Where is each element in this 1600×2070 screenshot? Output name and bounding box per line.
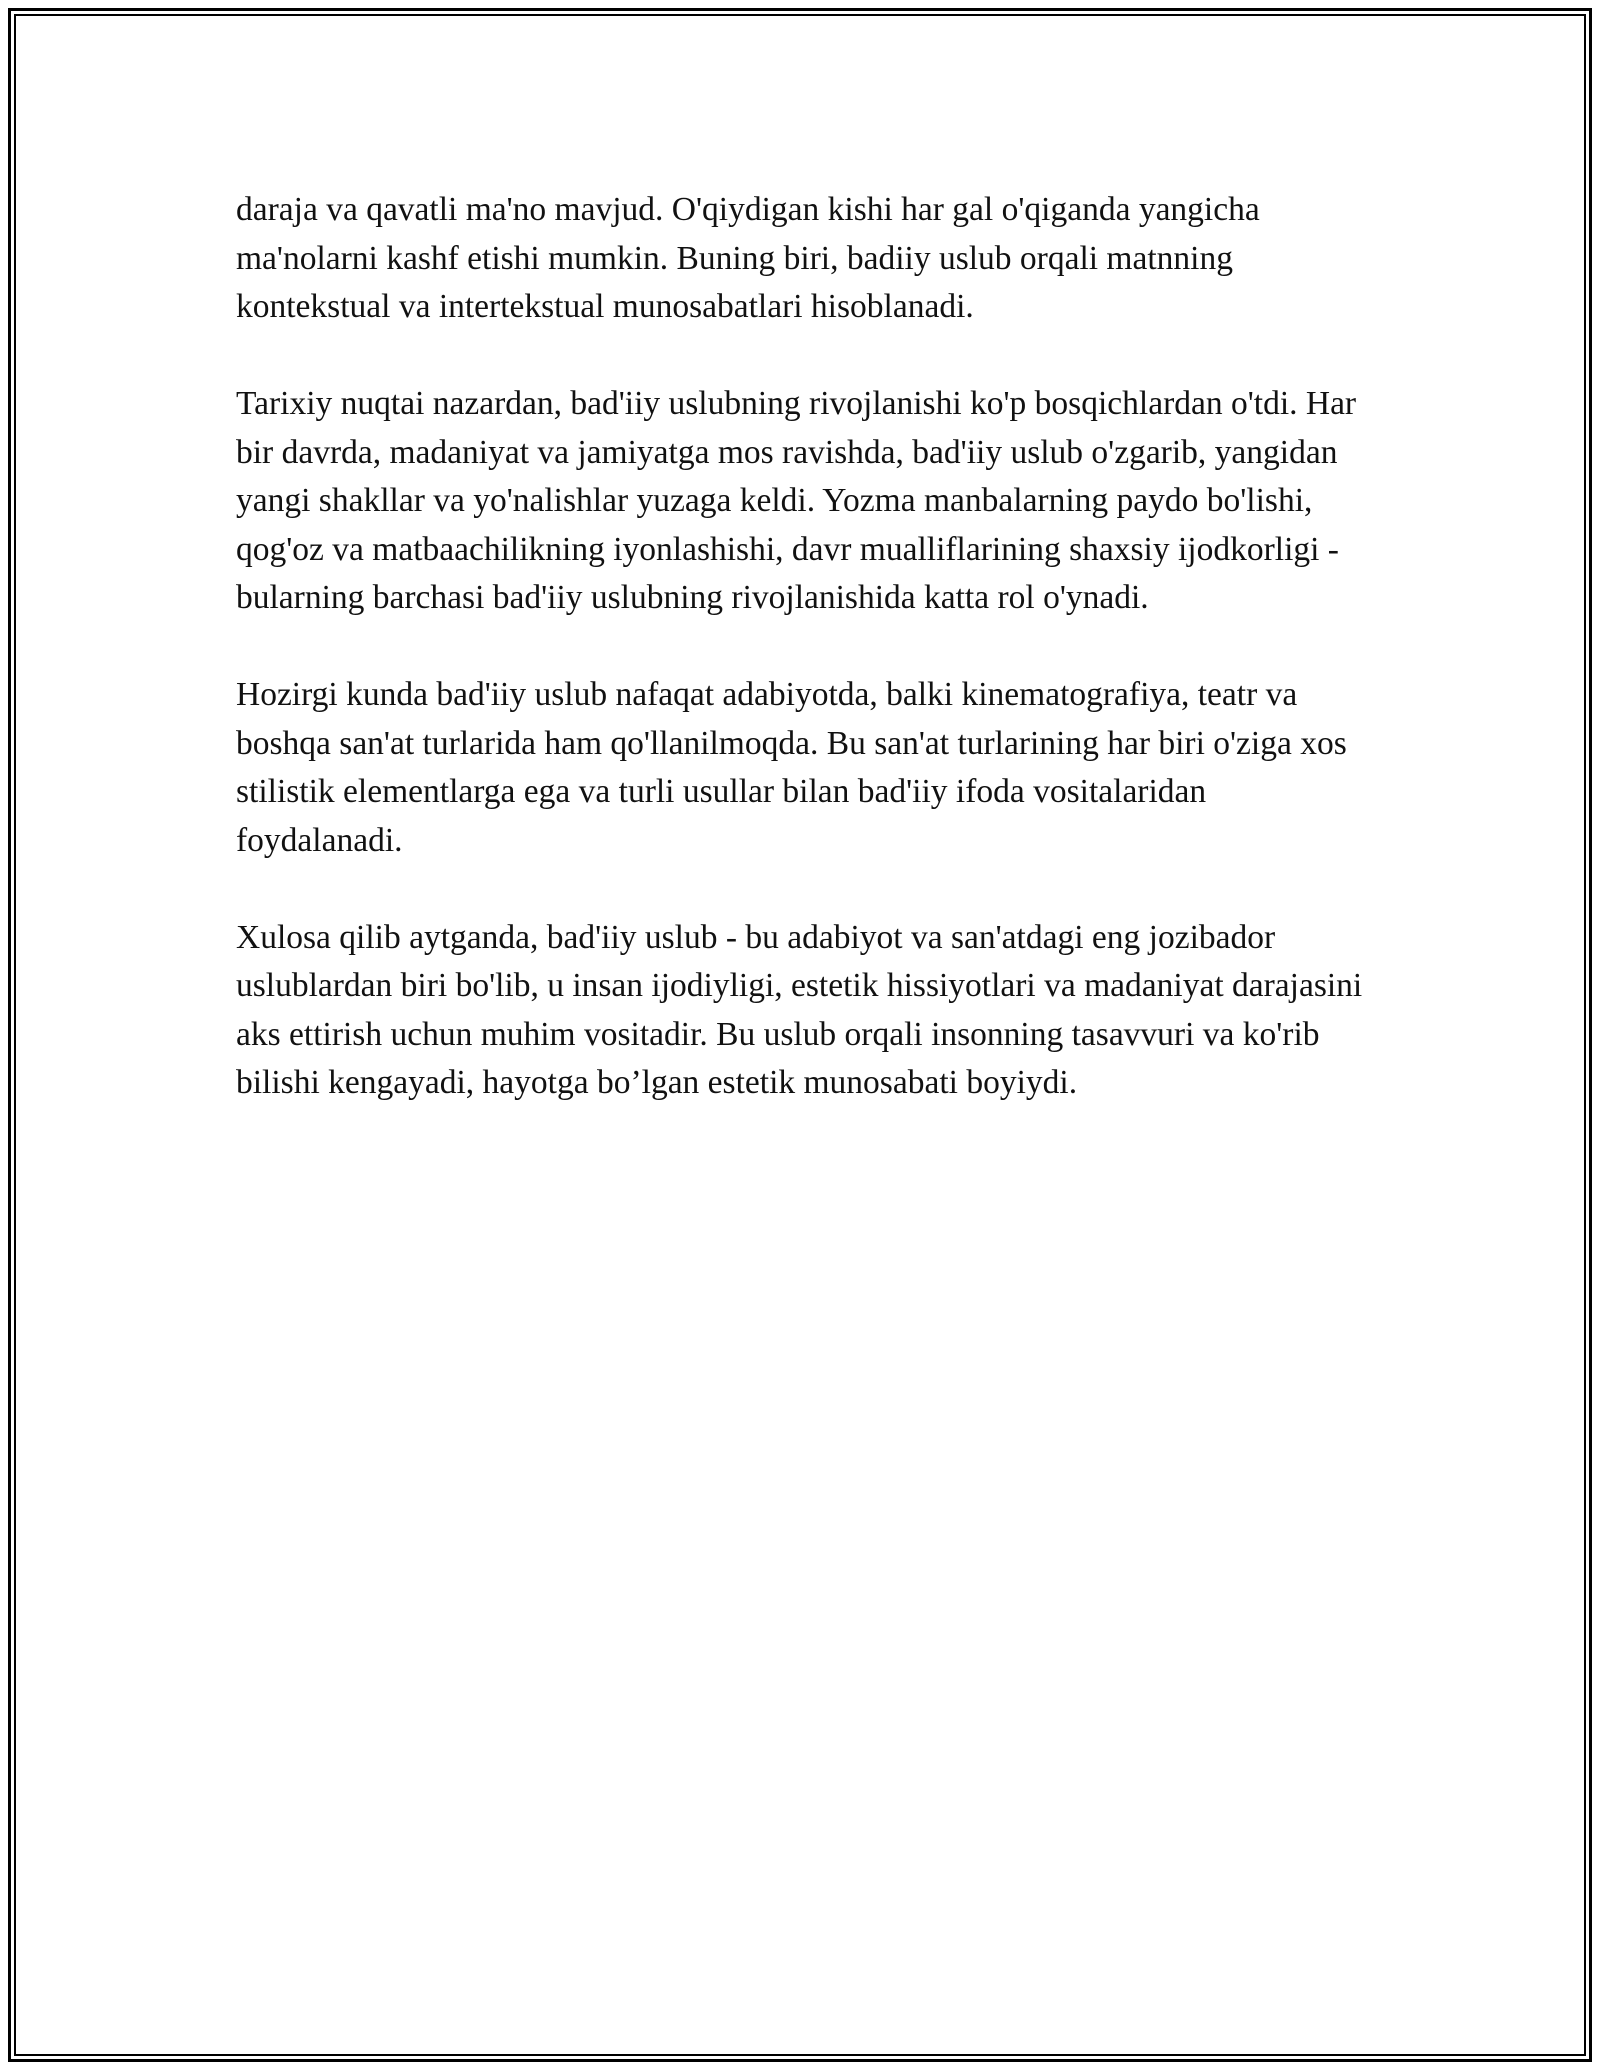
paragraph-4: Xulosa qilib aytganda, bad'iiy uslub - bu adabiyot va san'atdagi eng jozibador uslublardan biri bo'lib, u insan ijodiyligi, estetik hissiyotlari va madaniyat darajasini aks ettirish uchun muhim vositadir. Bu uslub orqali insonning tasavvuri va ko'rib bilishi kengayadi, hayotga bo’lgan estetik munosabati boyiydi.: [236, 918, 1363, 1101]
paragraph-1: daraja va qavatli ma'no mavjud. O'qiydigan kishi har gal o'qiganda yangicha ma'nolarni kashf etishi mumkin. Buning biri, badiiy uslub orqali matnning kontekstual va intertekstual munosabatlari hisoblanadi.: [236, 191, 1260, 325]
document-body: [236, 186, 1366, 1156]
paragraph-3: Hozirgi kunda bad'iiy uslub nafaqat adabiyotda, balki kinematografiya, teatr va boshqa san'at turlarida ham qo'llanilmoqda. Bu san'at turlarining har biri o'ziga xos stilistik elementlarga ega va turli usullar bilan bad'iiy ifoda vositalaridan foydalanadi.: [236, 676, 1347, 859]
paragraph-2: Tarixiy nuqtai nazardan, bad'iiy uslubning rivojlanishi ko'p bosqichlardan o'tdi. Har bir davrda, madaniyat va jamiyatga mos ravishda, bad'iiy uslub o'zgarib, yangidan yangi shakllar va yo'nalishlar yuzaga keldi. Yozma manbalarning paydo bo'lishi, qog'oz va matbaachilikning iyonlashishi, davr mualliflarining shaxsiy ijodkorligi - bularning barchasi bad'iiy uslubning rivojlanishida katta rol o'ynadi.: [236, 385, 1357, 616]
